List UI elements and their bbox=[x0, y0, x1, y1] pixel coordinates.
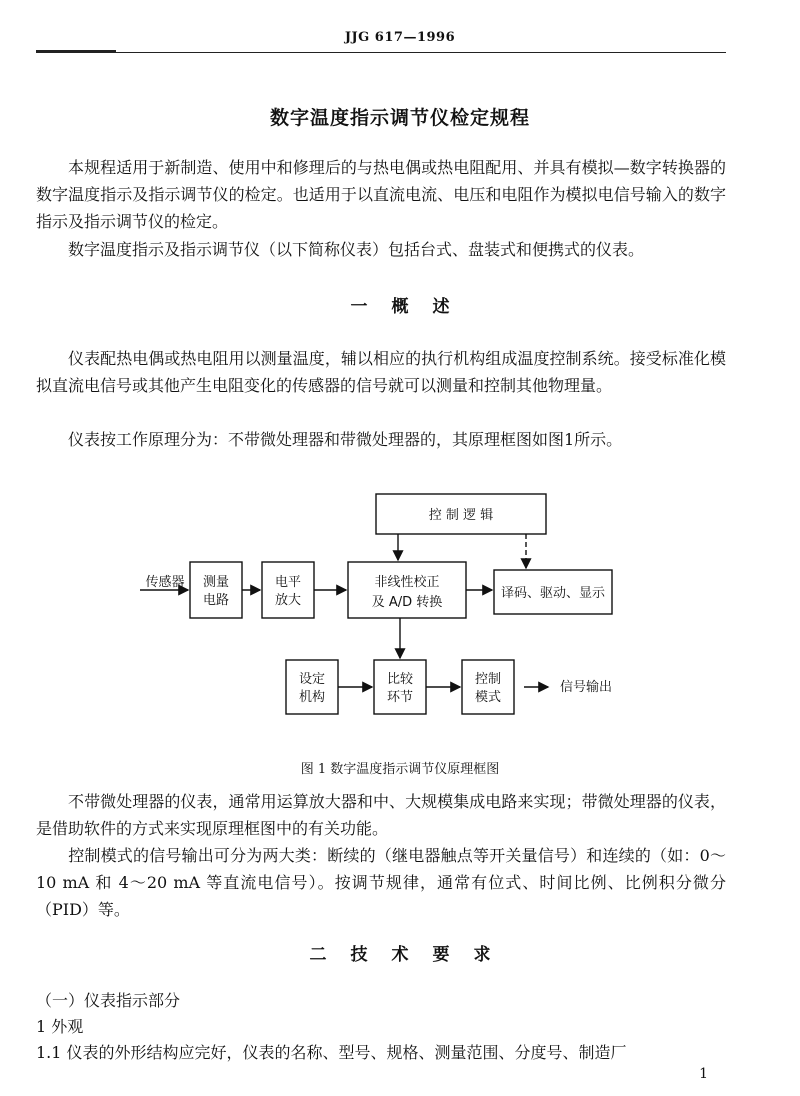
section-1-paragraph-2 bbox=[36, 426, 726, 453]
section-1-paragraph-4-text: 控制模式的信号输出可分为两大类：断续的（继电器触点等开关量信号）和连续的（如：0～10 mA 和 4～20 mA 等直流电信号）。按调节规律，通常有位式、时间比例、比例积分微分（PID）等。 bbox=[36, 846, 726, 919]
section-1-paragraph-3 bbox=[36, 788, 726, 842]
intro-paragraph-2-text: 数字温度指示及指示调节仪（以下简称仪表）包括台式、盘装式和便携式的仪表。 bbox=[68, 240, 645, 259]
subsection-heading: （一）仪表指示部分 bbox=[36, 991, 181, 1010]
page-number: 1 bbox=[699, 1066, 708, 1082]
section-1-paragraph-4 bbox=[36, 842, 726, 923]
section-1-heading bbox=[0, 292, 800, 317]
setting-block bbox=[286, 660, 338, 714]
compare-label-2: 环节 bbox=[386, 690, 414, 705]
control-mode-label-2: 模式 bbox=[474, 690, 502, 705]
amp-label-1: 电平 bbox=[274, 575, 302, 590]
sensor-input-label: 传感器 bbox=[145, 575, 185, 590]
section-1-paragraph-1 bbox=[36, 345, 726, 399]
document-title: 数字温度指示调节仪检定规程 bbox=[269, 107, 530, 129]
section-2-char-3: 要 bbox=[432, 945, 450, 965]
measure-label-1: 测量 bbox=[202, 575, 230, 590]
section-2-char-2: 术 bbox=[391, 945, 409, 965]
amplifier-block bbox=[262, 562, 314, 618]
nonlinear-label-2: 及 A/D 转换 bbox=[371, 595, 443, 610]
item-1-1-text: 1.1 仪表的外形结构应完好，仪表的名称、型号、规格、测量范围、分度号、制造厂 bbox=[36, 1043, 627, 1062]
section-2-number: 二 bbox=[309, 945, 327, 965]
setting-label-2: 机构 bbox=[298, 690, 326, 705]
control-mode-label-1: 控制 bbox=[474, 672, 502, 687]
control-mode-block bbox=[462, 660, 514, 714]
section-1-paragraph-1-text: 仪表配热电偶或热电阻用以测量温度，辅以相应的执行机构组成温度控制系统。接受标准化模拟直流电信号或其他产生电阻变化的传感器的信号就可以测量和控制其他物理量。 bbox=[36, 349, 726, 395]
section-2-char-1: 技 bbox=[350, 945, 368, 965]
standard-code: JJG 617—1996 bbox=[344, 30, 456, 45]
control-logic-label: 控 制 逻 辑 bbox=[428, 508, 494, 523]
measure-circuit-block bbox=[190, 562, 242, 618]
compare-label-1: 比较 bbox=[386, 672, 414, 687]
nonlinear-label-1: 非线性校正 bbox=[374, 575, 440, 590]
intro-paragraph-1 bbox=[36, 154, 726, 235]
section-2-char-4: 求 bbox=[473, 945, 491, 965]
intro-paragraph-1-text: 本规程适用于新制造、使用中和修理后的与热电偶或热电阻配用、并具有模拟—数字转换器的数字温度指示及指示调节仪的检定。也适用于以直流电流、电压和电阻作为模拟电信号输入的数字指示及指示调节仪的检定。 bbox=[36, 158, 726, 231]
section-2-heading bbox=[0, 940, 800, 965]
setting-label-1: 设定 bbox=[298, 672, 326, 687]
section-1-number: 一 bbox=[350, 297, 368, 317]
intro-paragraph-2 bbox=[36, 236, 726, 263]
measure-label-2: 电路 bbox=[202, 593, 230, 608]
header-rule bbox=[36, 52, 726, 53]
section-1-title-b: 述 bbox=[432, 297, 450, 317]
compare-block bbox=[374, 660, 426, 714]
section-1-title-a: 概 bbox=[391, 297, 409, 317]
signal-output-label: 信号输出 bbox=[559, 680, 613, 695]
section-1-paragraph-3-text: 不带微处理器的仪表，通常用运算放大器和中、大规模集成电路来实现；带微处理器的仪表，是借助软件的方式来实现原理框图中的有关功能。 bbox=[36, 792, 726, 838]
amp-label-2: 放大 bbox=[274, 593, 302, 608]
block-diagram bbox=[0, 470, 800, 750]
decode-label: 译码、驱动、显示 bbox=[500, 586, 606, 601]
figure-caption: 图 1 数字温度指示调节仪原理框图 bbox=[300, 762, 500, 777]
section-1-paragraph-2-text: 仪表按工作原理分为：不带微处理器和带微处理器的，其原理框图如图1所示。 bbox=[68, 430, 623, 449]
item-1-heading: 1 外观 bbox=[36, 1017, 84, 1036]
